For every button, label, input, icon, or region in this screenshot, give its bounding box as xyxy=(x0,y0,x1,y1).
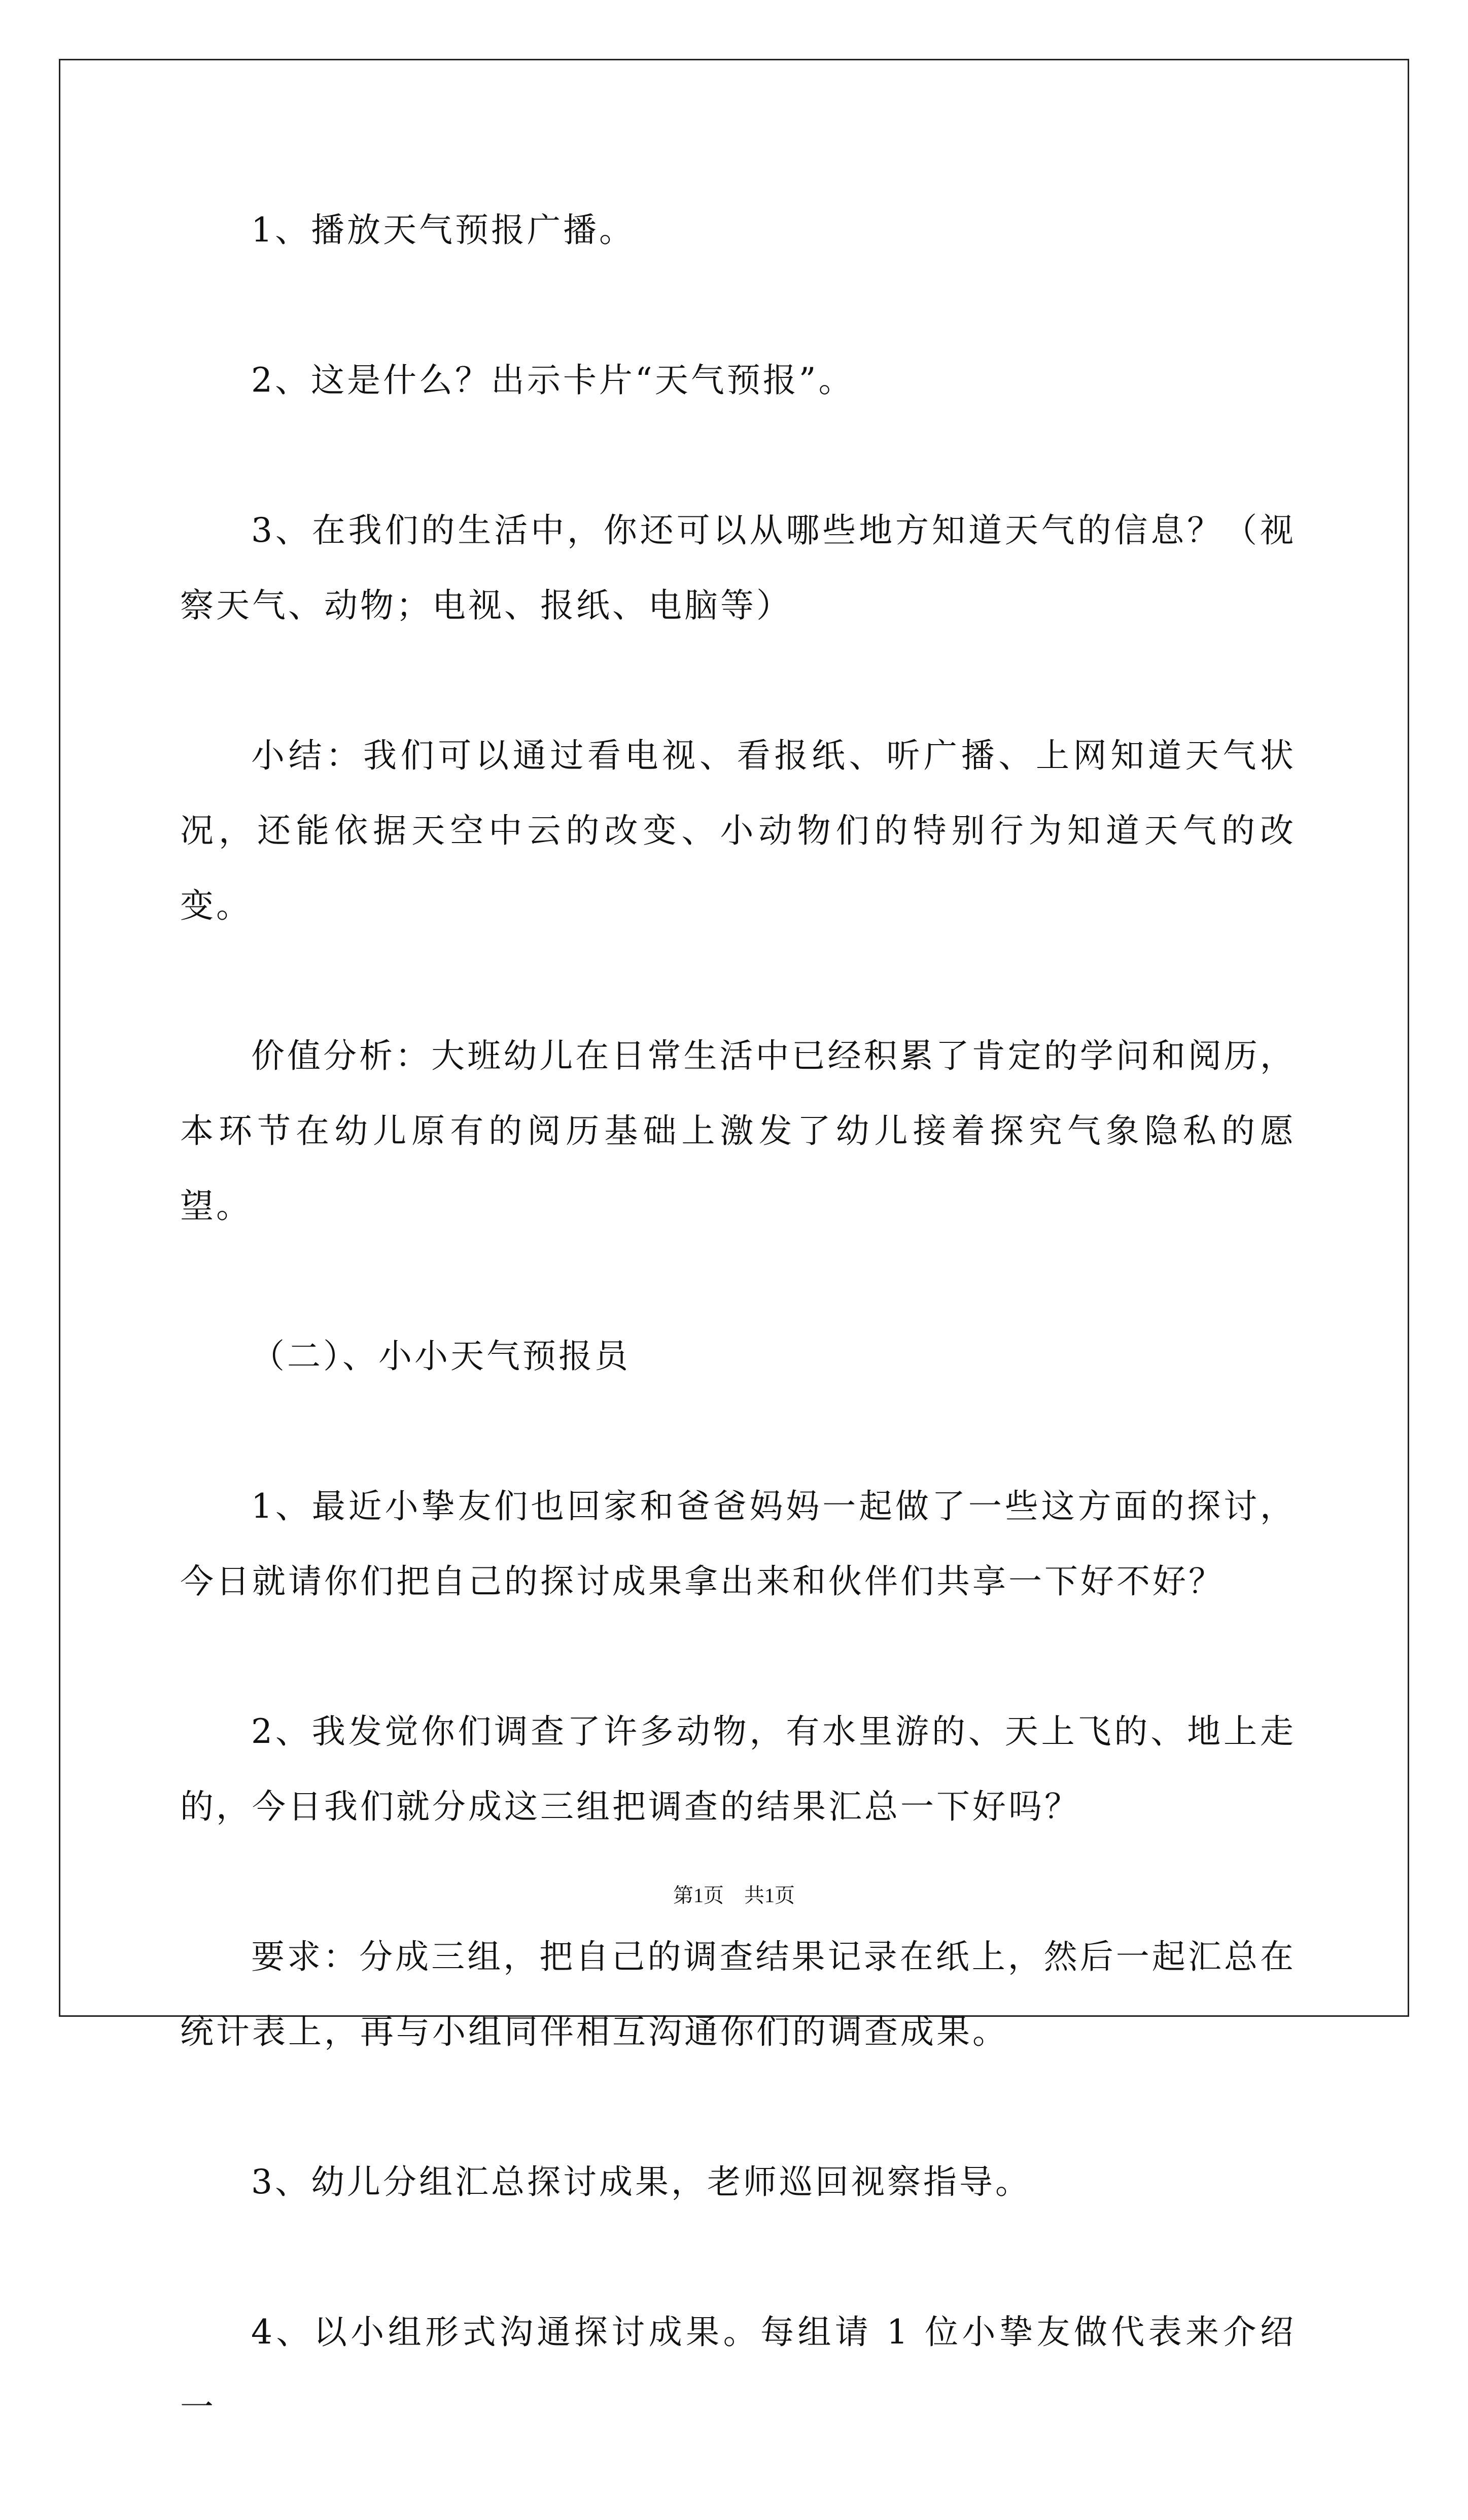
paragraph: 1、播放天气预报广播。 xyxy=(251,211,635,250)
page-number: 第1页 共1页 xyxy=(673,1884,795,1907)
paragraph: 3、幼儿分组汇总探讨成果，老师巡回视察指导。 xyxy=(251,2162,1031,2201)
paragraph: 3、在我们的生活中，你还可以从哪些地方知道天气的信息？（视察天气、动物；电视、报纸、电脑等） xyxy=(180,511,1296,625)
paragraph: 2、这是什么？出示卡片“天气预报”。 xyxy=(251,361,855,400)
document-body xyxy=(180,193,1296,2520)
paragraph: 要求：分成三组，把自己的调查结果记录在纸上，然后一起汇总在统计表上，再与小组同伴相互沟通你们的调查成果。 xyxy=(180,1937,1296,2051)
paragraph: 价值分析：大班幼儿在日常生活中已经积累了肯定的学问和阅历，本环节在幼儿原有的阅历基础上激发了幼儿接着探究气象隐私的愿望。 xyxy=(180,1036,1296,1226)
paragraph: 小结：我们可以通过看电视、看报纸、听广播、上网知道天气状况，还能依据天空中云的改变、小动物们的特别行为知道天气的改变。 xyxy=(180,736,1296,925)
paragraph: 2、我发觉你们调查了许多动物，有水里游的、天上飞的、地上走的，今日我们就分成这三组把调查的结果汇总一下好吗？ xyxy=(180,1712,1296,1826)
section-heading: （二）、小小天气预报员 xyxy=(251,1337,631,1376)
paragraph: 1、最近小挚友们也回家和爸爸妈妈一起做了一些这方面的探讨，今日就请你们把自己的探讨成果拿出来和伙伴们共享一下好不好？ xyxy=(180,1487,1296,1601)
paragraph: 4、以小组形式沟通探讨成果。每组请 1 位小挚友做代表来介绍一 xyxy=(180,2313,1296,2427)
